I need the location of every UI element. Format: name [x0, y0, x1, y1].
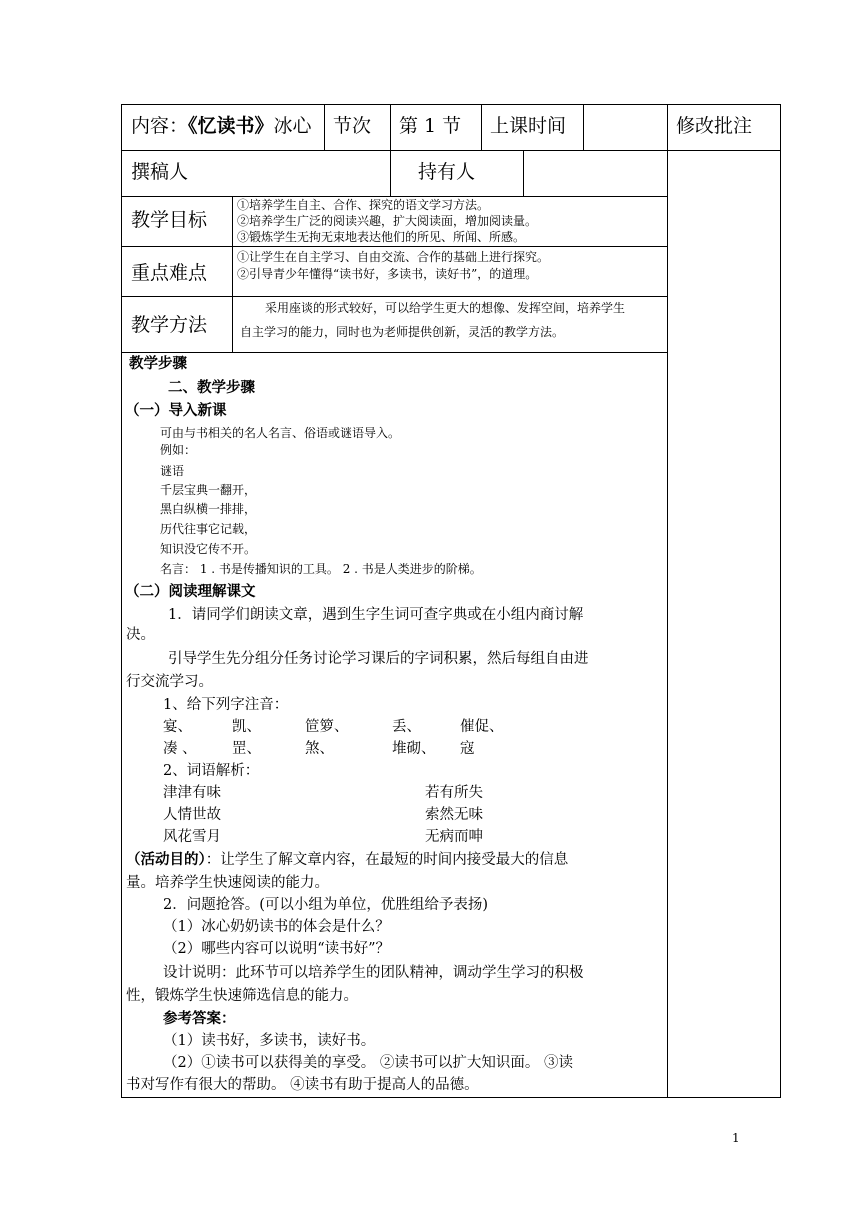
- intro-line: 知识没它传不开。: [160, 542, 257, 556]
- pinyin-item: 凯、: [232, 719, 261, 735]
- part2-title: （二）阅读理解课文: [125, 583, 256, 600]
- lesson-title: 《忆读书》: [188, 115, 274, 137]
- intro-line: 黑白纵横一排排，: [160, 502, 257, 516]
- activity-line: [126, 853, 568, 868]
- objective-item: ①培养学生自主、合作、探究的语文学习方法。: [237, 198, 490, 212]
- intro-line: 谜语: [160, 464, 185, 478]
- pinyin-item: 凑 、: [163, 741, 197, 757]
- objectives-label: 教学目标: [131, 209, 208, 231]
- steps-subheading: 二、教学步骤: [168, 379, 255, 396]
- para2-line: 引导学生先分组分任务讨论学习课后的字词积累，然后每组自由进: [168, 651, 589, 667]
- para1-line: 1．请同学们朗读文章，遇到生字生词可查字典或在小组内商讨解: [168, 607, 584, 623]
- methods-line: 采用座谈的形式较好，可以给学生更大的想像、发挥空间，培养学生: [265, 301, 626, 315]
- steps-heading: 教学步骤: [129, 355, 187, 372]
- objective-item: ②培养学生广泛的阅读兴趣，扩大阅读面，增加阅读量。: [237, 214, 538, 228]
- intro-line: 名言： 1 . 书是传播知识的工具。 2 . 书是人类进步的阶梯。: [160, 562, 482, 576]
- methods-line: 自主学习的能力，同时也为老师提供创新，灵活的教学方法。: [240, 325, 565, 339]
- key-point-item: ②引导青少年懂得“读书好，多读书，读好书”，的道理。: [237, 267, 538, 281]
- table-line: [667, 104, 668, 1098]
- design-line: 设计说明：此环节可以培养学生的团队精神，调动学生学习的积极: [163, 965, 584, 981]
- table-line: [232, 196, 233, 352]
- table-line: [583, 104, 584, 150]
- pinyin-item: 罡、: [232, 741, 261, 757]
- activity-label: （活动目的）: [126, 851, 206, 868]
- objective-item: ③锻炼学生无拘无束地表达他们的所见、所闻、所感。: [237, 230, 526, 244]
- vocab-item: 风花雪月: [163, 829, 221, 845]
- pinyin-item: 催促、: [460, 719, 504, 735]
- table-line: [121, 352, 668, 353]
- table-line: [390, 104, 391, 196]
- table-line: [121, 104, 781, 105]
- pinyin-item: 堆砌、: [392, 741, 436, 757]
- pinyin-item: 煞、: [305, 741, 334, 757]
- answer-item: （2）①读书可以获得美的享受。 ②读书可以扩大知识面。 ③读: [163, 1055, 573, 1071]
- para1-line: 决。: [126, 627, 155, 643]
- vocab-item: 索然无味: [425, 807, 483, 823]
- pinyin-item: 笸箩、: [305, 719, 349, 735]
- key-point-item: ①让学生在自主学习、自由交流、合作的基础上进行探究。: [237, 250, 550, 264]
- answer-item: （1）读书好，多读书，读好书。: [163, 1033, 376, 1049]
- answer-item: 书对写作有很大的帮助。 ④读书有助于提高人的品德。: [126, 1077, 479, 1093]
- para2-line: 行交流学习。: [126, 674, 213, 690]
- intro-line: 历代往事它记载，: [160, 522, 257, 536]
- content-label: 内容：《忆读书》冰心: [131, 115, 312, 137]
- vocab-title: 2、词语解析：: [163, 763, 260, 779]
- pinyin-item: 宴、: [163, 719, 192, 735]
- table-line: [121, 296, 668, 297]
- intro-line: 可由与书相关的名人名言、俗语或谜语导入。: [160, 426, 401, 440]
- author: 冰心: [273, 115, 312, 137]
- holder-label: 持有人: [418, 161, 476, 183]
- answer-title: 参考答案：: [163, 1010, 236, 1027]
- class-time-label: 上课时间: [490, 115, 567, 137]
- session-value: 第 1 节: [399, 115, 462, 137]
- session-label: 节次: [333, 115, 372, 137]
- question-title: 2．问题抢答。(可以小组为单位，优胜组给予表扬): [163, 897, 489, 913]
- table-line: [121, 1097, 781, 1098]
- intro-line: 例如：: [160, 443, 197, 457]
- vocab-item: 津津有味: [163, 785, 221, 801]
- pinyin-item: 寇: [460, 741, 475, 757]
- table-line: [121, 104, 122, 1098]
- table-line: [481, 104, 482, 150]
- table-line: [324, 104, 325, 150]
- vocab-item: 无病而呻: [425, 829, 483, 845]
- vocab-item: 若有所失: [425, 785, 483, 801]
- page-number: 1: [732, 1131, 740, 1145]
- table-line: [121, 196, 668, 197]
- pinyin-item: 丢、: [392, 719, 421, 735]
- activity-line2: 量。培养学生快速阅读的能力。: [126, 875, 329, 891]
- table-line: [780, 104, 781, 1098]
- activity-text: ：让学生了解文章内容，在最短的时间内接受最大的信息: [205, 852, 569, 868]
- table-line: [121, 246, 668, 247]
- table-line: [121, 150, 781, 151]
- pinyin-title: 1、给下列字注音：: [163, 697, 289, 713]
- question-item: （1）冰心奶奶读书的体会是什么？: [163, 919, 390, 935]
- design-line: 性，锻炼学生快速筛选信息的能力。: [126, 988, 358, 1004]
- vocab-item: 人情世故: [163, 807, 221, 823]
- intro-line: 千层宝典一翻开，: [160, 483, 257, 497]
- revision-label: 修改批注: [676, 115, 753, 137]
- methods-label: 教学方法: [131, 314, 208, 336]
- table-line: [523, 150, 524, 196]
- writer-label: 撰稿人: [131, 161, 189, 183]
- key-points-label: 重点难点: [131, 262, 208, 284]
- part1-title: （一）导入新课: [125, 402, 227, 419]
- question-item: （2）哪些内容可以说明“读书好”？: [163, 941, 391, 957]
